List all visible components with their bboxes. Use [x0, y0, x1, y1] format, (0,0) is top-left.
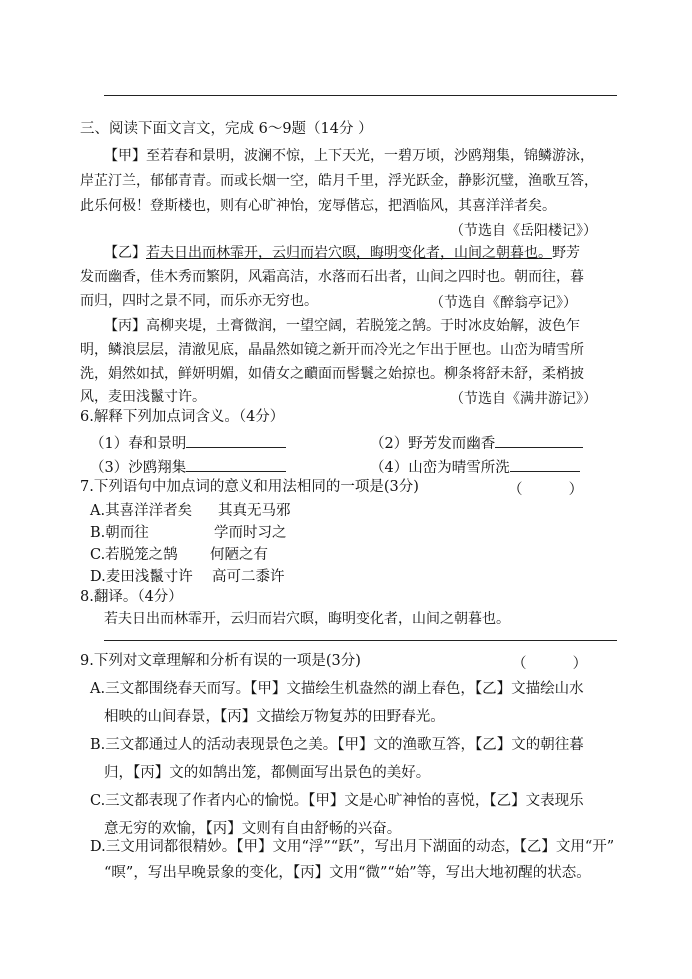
answer-blank[interactable] — [495, 432, 583, 448]
q9-option-line: “暝”，写出早晚景象的变化，【丙】文用“微”“始”等，写出大地初醒的状态。 — [104, 865, 591, 881]
q8-stem: 8.翻译。（4分） — [80, 589, 183, 605]
q9-option-line: B.三文都通过人的活动表现景色之美。【甲】文的渔歌互答，【乙】文的朝往暮 — [90, 737, 584, 753]
q7-option-b: 其真无马邪 — [218, 503, 291, 519]
passage-bing-line: 风，麦田浅鬣寸许。 — [80, 389, 206, 405]
q7-option-b: 何陋之有 — [210, 547, 268, 563]
passage-bing-line: 洗，娟然如拭，鲜妍明媚，如倩女之靧面而髻鬟之始掠也。柳条将舒未舒，柔梢披 — [80, 366, 584, 382]
q7-option-a: D.麦田浅鬣寸许 — [90, 569, 193, 585]
q7-option — [90, 546, 268, 564]
passage-bing-source: （节选自《满井游记》） — [450, 391, 597, 407]
passage-yi-line: 而归，四时之景不同，而乐亦无穷也。 — [80, 293, 318, 309]
q9-option-line: 意无穷的欢愉，【丙】文则有自由舒畅的兴奋。 — [104, 821, 402, 837]
q7-stem: 7.下列语句中加点词的意义和用法相同的一项是(3分) — [80, 479, 419, 495]
passage-yi-rest: 野芳 — [552, 245, 580, 261]
q9-option-line: A.三文都围绕春天而写。【甲】文描绘生机盎然的湖上春色，【乙】文描绘山水 — [90, 681, 584, 697]
q6-item — [370, 432, 583, 453]
q9-option-line: D.三文用词都很精妙。【甲】文用“浮”“跃”，写出月下湖面的动态，【乙】文用“开” — [90, 839, 615, 855]
q9-stem: 9.下列对文章理解和分析有误的一项是(3分) — [80, 653, 361, 669]
passage-jia-line: 【甲】至若春和景明，波澜不惊，上下天光，一碧万顷，沙鸥翔集，锦鳞游泳， — [104, 148, 594, 164]
top-divider — [104, 95, 617, 96]
q6-item — [90, 456, 286, 477]
passage-jia-line: 岸芷汀兰，郁郁青青。而或长烟一空，皓月千里，浮光跃金，静影沉璧，渔歌互答， — [80, 173, 598, 189]
q9-answer-paren[interactable]: （ ） — [512, 656, 588, 672]
passage-bing-line: 明，鳞浪层层，清澈见底，晶晶然如镜之新开而冷光之乍出于匣也。山峦为晴雪所 — [80, 342, 584, 358]
answer-blank[interactable] — [510, 456, 580, 472]
q9-option-line: 相映的山间春景，【丙】文描绘万物复苏的田野春光。 — [104, 709, 445, 725]
q7-option-b: 学而时习之 — [214, 525, 287, 541]
q7-answer-paren[interactable]: （ ） — [508, 482, 584, 498]
answer-blank[interactable] — [186, 432, 286, 448]
section-header: 三、阅读下面文言文，完成 6～9题（14分 ） — [80, 121, 373, 137]
passage-yi-label: 【乙】 — [104, 245, 146, 261]
q6-item-label: （2）野芳发而幽香 — [370, 436, 496, 452]
q9-option-line: 归，【丙】文的如鹄出笼，都侧面写出景色的美好。 — [104, 765, 431, 781]
q7-option-a: A.其喜洋洋者矣 — [90, 503, 193, 519]
passage-yi-underlined: 若夫日出而林霏开，云归而岩穴暝，晦明变化者，山间之朝暮也。 — [146, 245, 552, 261]
q6-item-label: （3）沙鸥翔集 — [90, 460, 187, 476]
q6-item-label: （1）春和景明 — [90, 436, 187, 452]
q7-option-a: B.朝而往 — [90, 525, 149, 541]
q7-option — [90, 502, 291, 520]
q9-option-line: C.三文都表现了作者内心的愉悦。【甲】文是心旷神怡的喜悦，【乙】文表现乐 — [90, 793, 584, 809]
q7-option-a: C.若脱笼之鹄 — [90, 547, 178, 563]
passage-yi-line — [104, 244, 580, 262]
passage-bing-line: 【丙】高柳夹堤，土膏微润，一望空阔，若脱笼之鹄。于时冰皮始解，波色乍 — [104, 318, 580, 334]
q6-item — [370, 456, 580, 477]
q7-option — [90, 568, 285, 586]
q8-sentence: 若夫日出而林霏开，云归而岩穴暝，晦明变化者，山间之朝暮也。 — [104, 611, 510, 627]
q6-item-label: （4）山峦为晴雪所洗 — [370, 460, 510, 476]
answer-blank[interactable] — [186, 456, 286, 472]
q6-stem: 6.解释下列加点词含义。（4分） — [80, 409, 285, 425]
passage-yi-line: 发而幽香，佳木秀而繁阴，风霜高洁，水落而石出者，山间之四时也。朝而往，暮 — [80, 269, 584, 285]
q6-item — [90, 432, 286, 453]
passage-yi-source: （节选自《醉翁亭记》） — [430, 295, 577, 311]
q8-answer-line[interactable] — [104, 640, 617, 641]
q7-option-b: 高可二黍许 — [212, 569, 285, 585]
q7-option — [90, 524, 287, 542]
passage-jia-source: （节选自《岳阳楼记》） — [450, 223, 597, 239]
passage-jia-line: 此乐何极！登斯楼也，则有心旷神怡，宠辱偕忘，把酒临风，其喜洋洋者矣。 — [80, 198, 556, 214]
